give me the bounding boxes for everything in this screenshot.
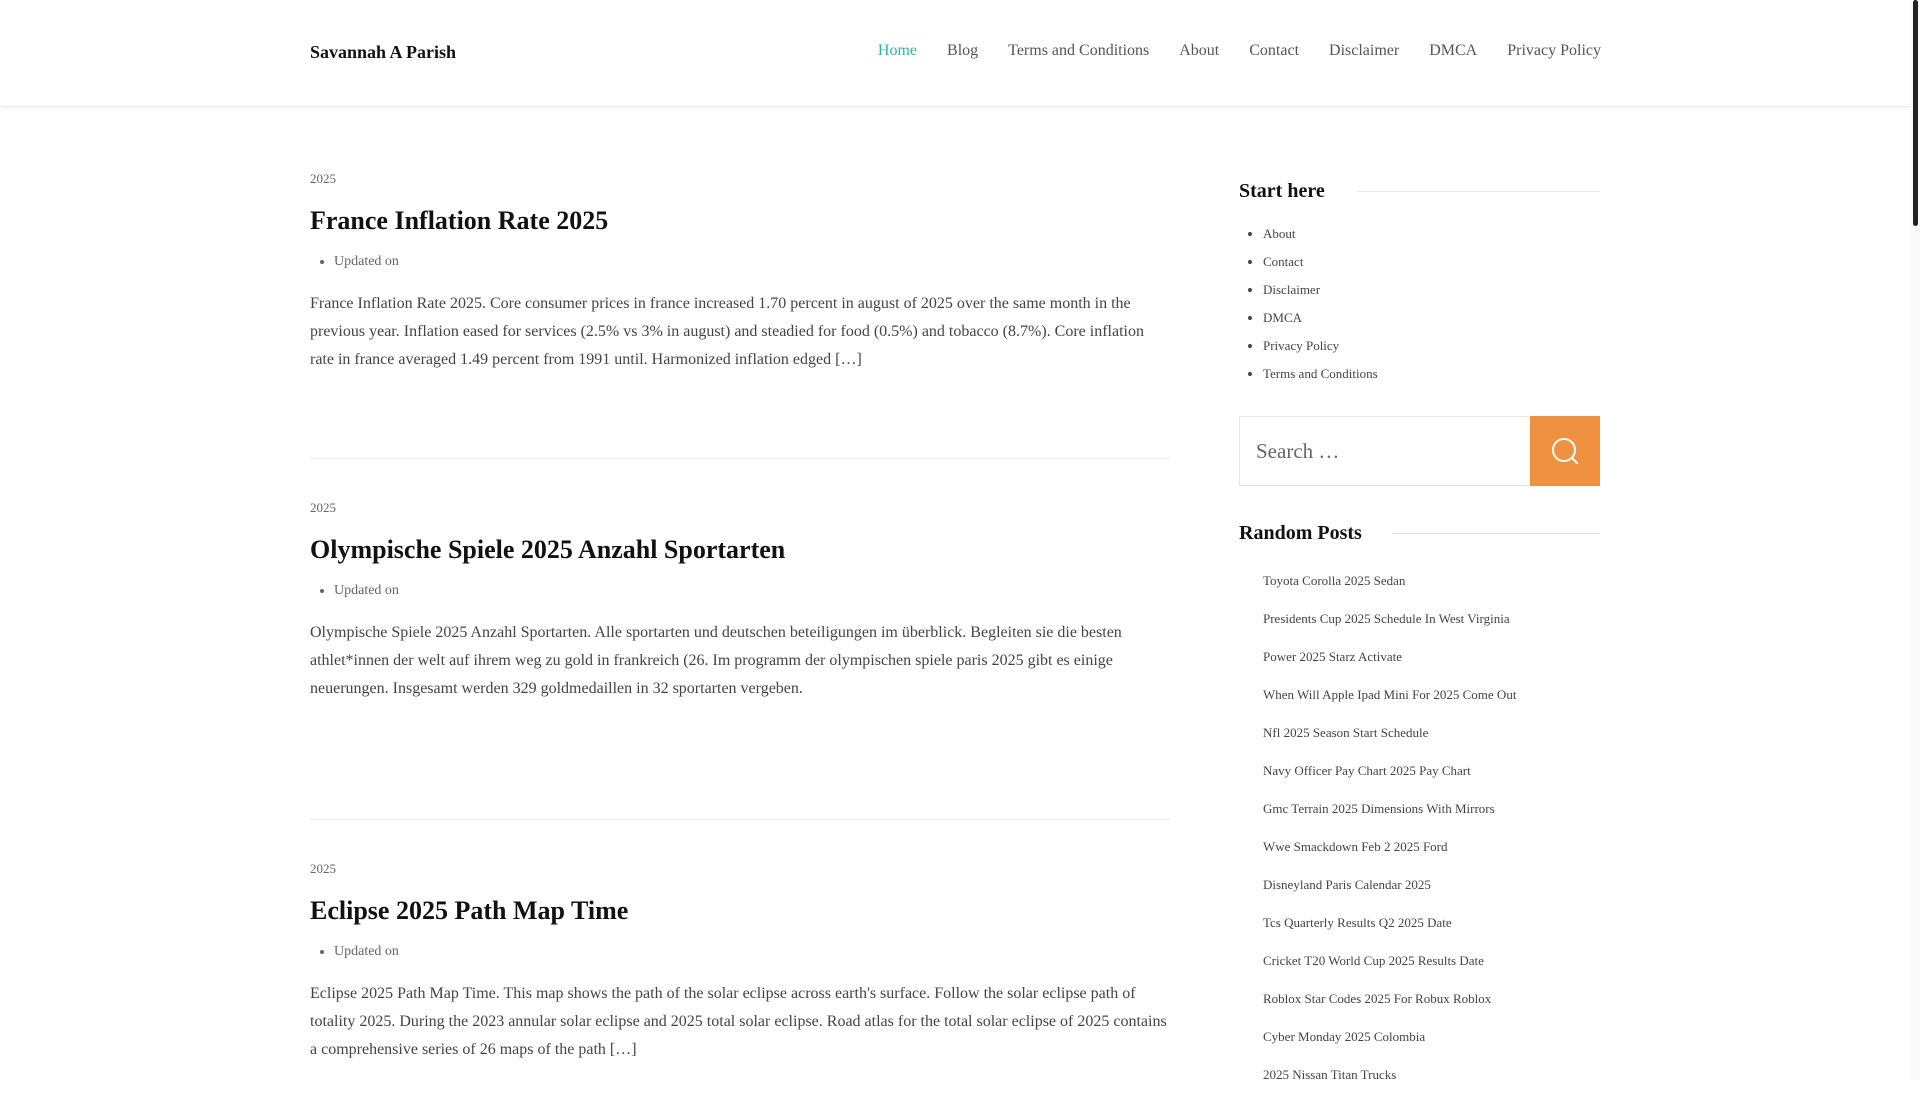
search-input[interactable] — [1240, 417, 1530, 485]
start-here-item-terms[interactable]: • Terms and Conditions — [1263, 360, 1600, 388]
random-post-link[interactable]: Toyota Corolla 2025 Sedan — [1263, 573, 1406, 588]
post-category[interactable]: 2025 — [310, 861, 336, 876]
post-list — [310, 170, 1170, 1064]
post-meta — [310, 252, 1170, 272]
post-category[interactable]: 2025 — [310, 500, 336, 515]
start-here-item-about[interactable]: • About — [1263, 220, 1600, 248]
random-post-link[interactable]: Tcs Quarterly Results Q2 2025 Date — [1263, 915, 1452, 930]
start-here-title: Start here — [1239, 180, 1325, 202]
nav-blog[interactable]: Blog — [947, 42, 979, 59]
random-post-link[interactable]: Cyber Monday 2025 Colombia — [1263, 1029, 1426, 1044]
nav-contact[interactable]: Contact — [1249, 42, 1300, 59]
start-here-list — [1239, 220, 1600, 388]
nav-about[interactable]: About — [1179, 42, 1220, 59]
random-post-link[interactable]: Roblox Star Codes 2025 For Robux Roblox — [1263, 991, 1492, 1006]
post-card — [310, 170, 1170, 459]
random-post-link[interactable]: Gmc Terrain 2025 Dimensions With Mirrors — [1263, 801, 1495, 816]
post-updated: • Updated on — [334, 581, 1170, 601]
post-title[interactable]: Olympische Spiele 2025 Anzahl Sportarten — [310, 535, 786, 564]
search-icon — [1530, 416, 1600, 486]
random-post-link[interactable]: Disneyland Paris Calendar 2025 — [1263, 877, 1431, 892]
random-post-link[interactable]: Wwe Smackdown Feb 2 2025 Ford — [1263, 839, 1448, 854]
random-post-link[interactable]: 2025 Nissan Titan Trucks — [1263, 1067, 1397, 1082]
post-card — [310, 860, 1170, 1064]
start-here-heading — [1239, 178, 1600, 204]
random-post-link[interactable]: Cricket T20 World Cup 2025 Results Date — [1263, 953, 1484, 968]
post-meta — [310, 942, 1170, 962]
start-here-item-contact[interactable]: • Contact — [1263, 248, 1600, 276]
post-excerpt: Olympische Spiele 2025 Anzahl Sportarten. Alle sportarten und deutschen beteiligungen im überblick. Begleiten sie die besten athlet*innen der welt auf ihrem weg zu gold in frankreich (26. Im programm der olympischen spiele paris 2025 gibt es einige neuerungen. Insgesamt werden 329 goldmedaillen in 32 sportarten vergeben. — [310, 624, 1122, 697]
random-post-link[interactable]: When Will Apple Ipad Mini For 2025 Come Out — [1263, 687, 1517, 702]
search-button[interactable] — [1530, 416, 1600, 486]
random-posts-heading — [1239, 520, 1600, 546]
main-nav — [848, 42, 1601, 60]
nav-home[interactable]: Home — [877, 42, 918, 59]
site-title[interactable]: Savannah A Parish — [310, 42, 457, 62]
site-header — [0, 0, 1910, 107]
sidebar — [1239, 178, 1600, 1094]
post-excerpt: Eclipse 2025 Path Map Time. This map shows the path of the solar eclipse across earth's surface. Follow the solar eclipse path of totality 2025. During the 2023 annular solar eclipse and 2025 total solar eclipse. Road atlas for the total solar eclipse of 2025 contains a comprehensive series of 26 maps of the path […] — [310, 985, 1167, 1058]
scrollbar-thumb[interactable] — [1913, 0, 1918, 226]
random-post-link[interactable]: Nfl 2025 Season Start Schedule — [1263, 725, 1429, 740]
random-post-link[interactable]: Navy Officer Pay Chart 2025 Pay Chart — [1263, 763, 1471, 778]
page-scrollbar[interactable] — [1910, 0, 1920, 1080]
post-updated: • Updated on — [334, 942, 1170, 962]
post-title[interactable]: France Inflation Rate 2025 — [310, 206, 609, 235]
heading-divider — [1392, 533, 1600, 534]
search-form — [1239, 416, 1600, 486]
nav-terms[interactable]: Terms and Conditions — [1008, 42, 1150, 59]
start-here-item-dmca[interactable]: • DMCA — [1263, 304, 1600, 332]
random-post-link[interactable]: Presidents Cup 2025 Schedule In West Virginia — [1263, 611, 1510, 626]
heading-divider — [1357, 191, 1600, 192]
nav-disclaimer[interactable]: Disclaimer — [1329, 42, 1400, 59]
post-meta — [310, 581, 1170, 601]
nav-dmca[interactable]: DMCA — [1429, 42, 1478, 59]
start-here-item-privacy[interactable]: • Privacy Policy — [1263, 332, 1600, 360]
post-card — [310, 499, 1170, 820]
random-post-link[interactable]: Power 2025 Starz Activate — [1263, 649, 1402, 664]
random-posts-list — [1239, 562, 1600, 1094]
post-category[interactable]: 2025 — [310, 171, 336, 186]
start-here-item-disclaimer[interactable]: • Disclaimer — [1263, 276, 1600, 304]
post-excerpt: France Inflation Rate 2025. Core consumer prices in france increased 1.70 percent in august of 2025 over the same month in the previous year. Inflation eased for services (2.5% vs 3% in august) and steadied for food (0.5%) and tobacco (8.7%). Core inflation rate in france averaged 1.49 percent from 1991 until. Harmonized inflation edged […] — [310, 295, 1144, 368]
random-posts-title: Random Posts — [1239, 522, 1362, 544]
post-updated: • Updated on — [334, 252, 1170, 272]
nav-privacy[interactable]: Privacy Policy — [1507, 42, 1601, 59]
post-title[interactable]: Eclipse 2025 Path Map Time — [310, 896, 629, 925]
